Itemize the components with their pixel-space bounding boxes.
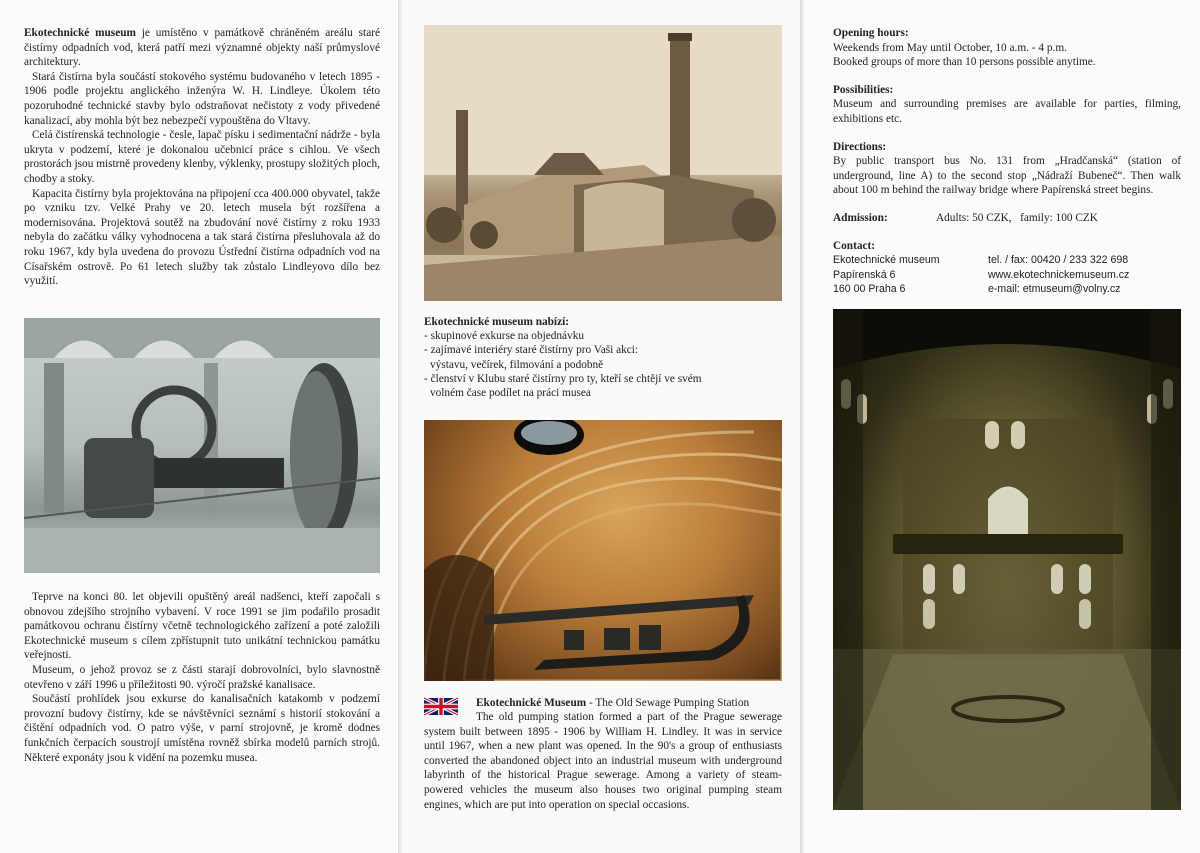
lower-text <box>24 590 380 765</box>
offers-block <box>424 315 782 400</box>
possibilities-text: Museum and surrounding premises are available for parties, filming, exhibitions etc. <box>833 98 1181 125</box>
paragraph-history: Stará čistírna byla součástí stokového systému budovaného v letech 1895 - 1906 podle projektu anglického inženýra W. H. Lindleye. Úkolem této pozoruhodné technické stavby bylo odstraňovat nečistoty z vody přivedené kanalizací, aby mohla být bez nebezpečí vypouštěna do Vltavy. <box>24 70 380 127</box>
english-title: Ekotechnické Museum <box>476 697 587 709</box>
paragraph-tours: Součástí prohlídek jsou exkurse do kanalisačních katakomb v podzemí provozní budovy čistírny, kde se návštěvníci seznámí s historií stokování a čištění odpadních vod. O patro výše, v parní strojovně, je kromě dodnes funkčních čerpacích soustrojí umístěna rovněž sbírka modelů parních strojů. Některé exponáty jsou k vidění na pozemku musea. <box>24 693 380 764</box>
contact-block <box>833 253 1181 297</box>
offers-title: Ekotechnické museum nabízí: <box>424 316 569 328</box>
info-block <box>833 26 1181 297</box>
paragraph-capacity: Kapacita čistírny byla projektována na připojení cca 400.000 obyvatel, takže po vzniku tzv. Velké Prahy ve 20. letech musela být rozšířena a modernisována. Projektová soutěž na zbudování nové čistírny z roku 1933 nebyla do začátku války vyhodnocena a tak stará čistírna přesluhovala až do roku 1967, kdy byla uvedena do provozu Ústřední čistírna odpadních vod na Císařském ostrově. Po 61 letech služby tak zůstalo Lindleyovo dílo bez využití. <box>24 187 380 288</box>
opening-hours-text: Weekends from May until October, 10 a.m. - 4 p.m. <box>833 41 1067 54</box>
admission-text: Adults: 50 CZK, family: 100 CZK <box>936 211 1098 224</box>
offer-item: - zajímavé interiéry staré čistírny pro Vaši akci: <box>424 344 639 357</box>
contact-city: 160 00 Praha 6 <box>833 283 906 296</box>
offer-item: volném čase podílet na práci musea <box>430 387 591 400</box>
machine-hall-photo <box>833 309 1181 810</box>
admission-label: Admission: <box>833 211 888 224</box>
contact-email: e-mail: etmuseum@volny.cz <box>988 283 1121 296</box>
directions-label: Directions: <box>833 140 887 153</box>
contact-label: Contact: <box>833 239 876 252</box>
intro-title: Ekotechnické museum <box>24 27 136 39</box>
possibilities-label: Possibilities: <box>833 83 894 96</box>
offer-item: výstavu, večírek, filmování a podobně <box>430 358 604 371</box>
opening-hours-label: Opening hours: <box>833 27 909 39</box>
offer-item: - skupinové exkurse na objednávku <box>424 330 584 343</box>
booked-groups-text: Booked groups of more than 10 persons possible anytime. <box>833 56 1096 69</box>
directions-text: By public transport bus No. 131 from „Hradčanská“ (station of underground, line A) to the second stop „Nádraží Bubeneč“. Then walk about 100 m behind the railway bridge where Papírenská street begins. <box>833 155 1181 197</box>
offer-item: - členství v Klubu staré čistírny pro ty, kteří se chtějí ve svém <box>424 372 702 385</box>
intro-rest: je umístěno v památkově chráněném areálu staré čistírny odpadních vod, která patří mezi významné objekty naší průmyslové architektury. <box>24 27 380 69</box>
brick-vault-photo <box>424 420 782 681</box>
intro-text <box>24 26 380 289</box>
factory-photo <box>424 25 782 301</box>
panel-left <box>0 0 398 853</box>
paragraph-opening: Museum, o jehož provoz se z části starají dobrovolníci, bylo slavnostně otevřeno v září 1996 u příležitosti 90. výročí pražské kanalisace. <box>24 663 380 691</box>
contact-phone: tel. / fax: 00420 / 233 322 698 <box>988 254 1129 267</box>
admission-row <box>833 211 1181 226</box>
english-heading <box>476 696 782 711</box>
paragraph-restoration: Teprve na konci 80. let objevili opuštěný areál nadšenci, kteří započali s obnovou zdejšího strojního vybavení. V roce 1991 se jim podařilo prosadit památkovou ochranu čistírny včetně technologického zařízení a poté založili Ekotechnické museum s cílem zpřístupnit tuto unikátní technickou památku veřejnosti. <box>24 591 380 662</box>
english-body: The old pumping station formed a part of the Prague sewerage system built between 1895 - 1906 by William H. Lindley. It was in service until 1967, when a new plant was opened. In the 90's a group of enthusiasts converted the abandoned object into an industrial museum with underground labyrinth of the historical Prague sewerage. Among a variety of steam-powered vehicles the museum also houses two original pumping steam engines, which are put into operation on special occasions. <box>424 711 782 811</box>
contact-street: Papírenská 6 <box>833 268 896 281</box>
paragraph-technology: Celá čistírenská technologie - česle, lapač písku i sedimentační nádrže - byla ukryta v podzemí, které je dokonalou učebnicí práce s cihlou. Ve všech prostorách jsou mistrně provedeny klenby, výklenky, prostupy složitých ploch, chodby a stoky. <box>24 129 380 185</box>
contact-website: www.ekotechnickemuseum.cz <box>988 268 1130 281</box>
english-subtitle: - The Old Sewage Pumping Station <box>586 697 750 709</box>
contact-name: Ekotechnické museum <box>833 254 940 267</box>
engine-room-photo <box>24 318 380 573</box>
